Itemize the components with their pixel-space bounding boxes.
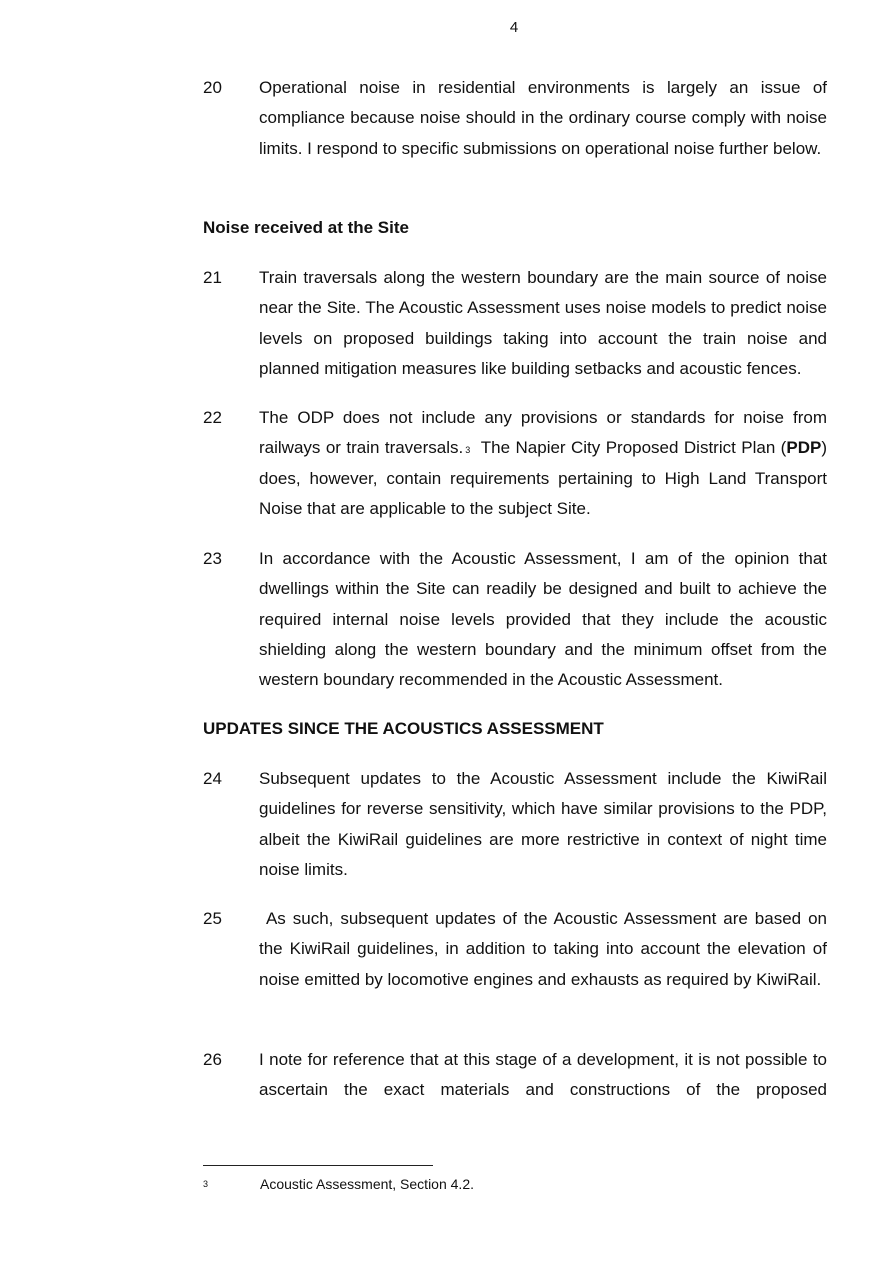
paragraph-text-part: The ODP does not include any provisions or standards for noise from railways or train traversals.	[259, 408, 827, 458]
paragraph-25	[203, 904, 832, 995]
paragraph-number: 24	[203, 769, 222, 788]
section-heading-updates: UPDATES SINCE THE ACOUSTICS ASSESSMENT	[203, 719, 604, 738]
paragraph-number: 26	[203, 1050, 222, 1069]
paragraph-20	[203, 73, 827, 164]
section-heading-noise-received: Noise received at the Site	[203, 218, 409, 237]
page-number: 4	[509, 19, 519, 36]
footnote-divider	[203, 1165, 433, 1166]
paragraph-number: 22	[203, 408, 222, 427]
footnote-number: 3	[203, 1179, 209, 1189]
footnote	[203, 1175, 827, 1193]
paragraph-text	[259, 403, 827, 524]
paragraph-21	[203, 263, 827, 384]
paragraph-text: I note for reference that at this stage of a development, it is not possible to ascertain the exact materials and constructions of the proposed	[259, 1050, 827, 1100]
paragraph-number: 25	[203, 909, 222, 928]
paragraph-number: 23	[203, 549, 222, 568]
paragraph-number: 21	[203, 268, 222, 287]
paragraph-23	[203, 544, 827, 695]
paragraph-text: Train traversals along the western boundary are the main source of noise near the Site. The Acoustic Assessment uses noise models to predict noise levels on proposed buildings taking into account the train noise and planned mitigation measures like building setbacks and acoustic fences.	[259, 268, 827, 378]
paragraph-number: 20	[203, 78, 222, 97]
footnote-reference: 3	[465, 445, 471, 456]
defined-term: PDP	[786, 438, 822, 458]
paragraph-text: Operational noise in residential environments is largely an issue of compliance because noise should in the ordinary course comply with noise limits. I respond to specific submissions on operational noise further below.	[259, 78, 827, 158]
paragraph-text-part: The Napier City Proposed District Plan (	[470, 438, 787, 458]
paragraph-24	[203, 764, 827, 885]
paragraph-text: As such, subsequent updates of the Acoustic Assessment are based on the KiwiRail guidelines, in addition to taking into account the elevation of noise emitted by locomotive engines and exhausts as required by KiwiRail.	[259, 909, 832, 989]
paragraph-22	[203, 403, 827, 524]
footnote-text: Acoustic Assessment, Section 4.2.	[260, 1176, 474, 1192]
paragraph-text: Subsequent updates to the Acoustic Assessment include the KiwiRail guidelines for reverse sensitivity, which have similar provisions to the PDP, albeit the KiwiRail guidelines are more restrictive in context of night time noise limits.	[259, 769, 827, 879]
paragraph-text: In accordance with the Acoustic Assessment, I am of the opinion that dwellings within the Site can readily be designed and built to achieve the required internal noise levels provided that they include the acoustic shielding along the western boundary and the minimum offset from the western boundary recommended in the Acoustic Assessment.	[259, 549, 827, 690]
paragraph-26	[203, 1045, 827, 1106]
paragraph-text-part: ) does, however, contain requirements pertaining to High Land Transport Noise that are applicable to the subject Site.	[259, 438, 827, 518]
